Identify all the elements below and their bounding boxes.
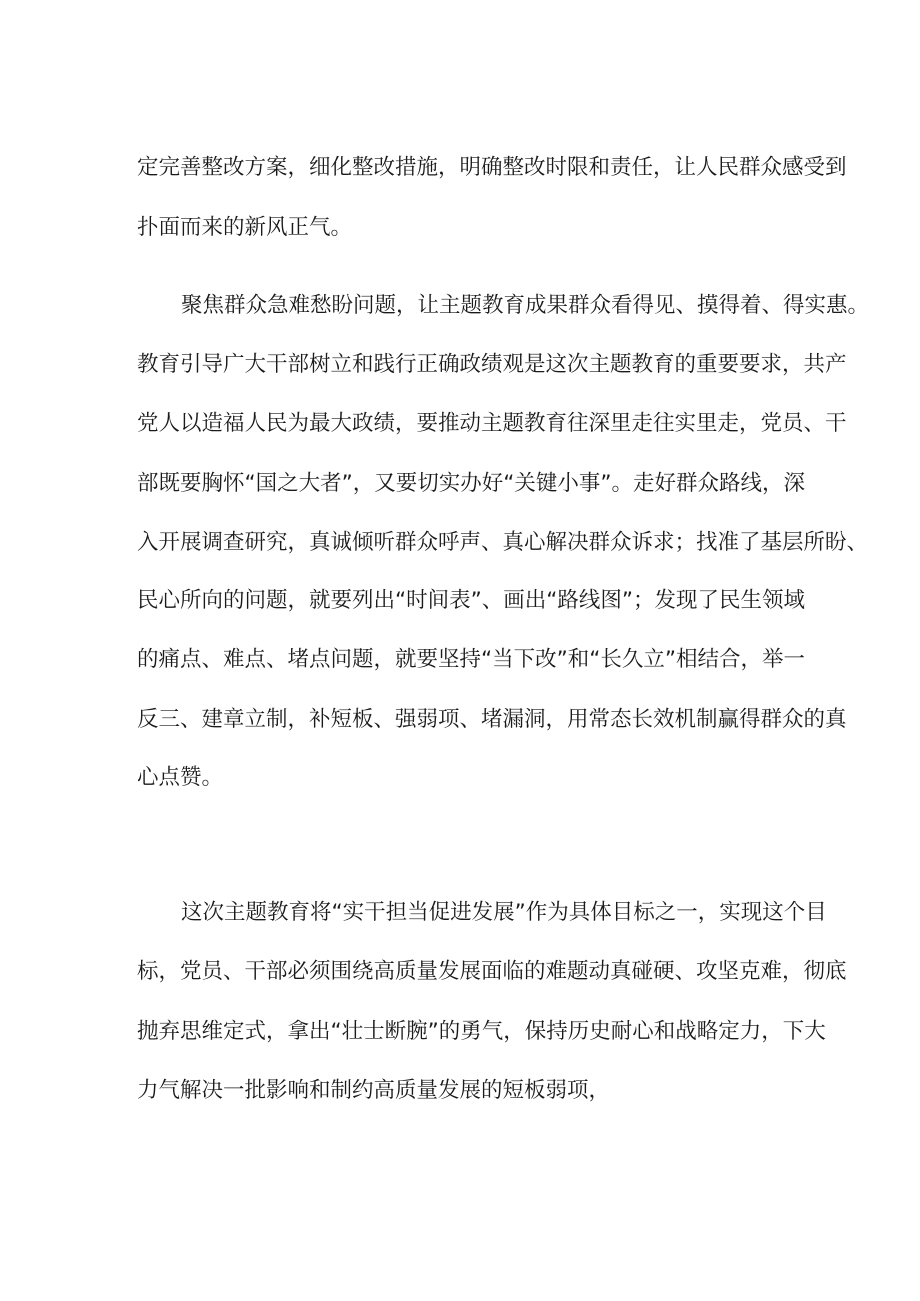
text-line: 心点赞。 xyxy=(137,765,224,790)
text-line: 教育引导广大干部树立和践行正确政绩观是这次主题教育的重要要求，共产 xyxy=(137,352,847,377)
text-line: 聚焦群众急难愁盼问题，让主题教育成果群众看得见、摸得着、得实惠。 xyxy=(181,293,870,318)
text-line: 扑面而来的新风正气。 xyxy=(137,215,353,240)
text-line: 定完善整改方案，细化整改措施，明确整改时限和责任，让人民群众感受到 xyxy=(137,155,847,180)
text-line: 部既要胸怀“国之大者”，又要切实办好“关键小事”。走好群众路线，深 xyxy=(137,471,806,496)
text-line: 抛弃思维定式，拿出“壮士断腕”的勇气，保持历史耐心和战略定力，下大 xyxy=(137,1019,826,1044)
text-line: 的痛点、难点、堵点问题，就要坚持“当下改”和“长久立”相结合，举一 xyxy=(137,647,806,672)
text-line: 民心所向的问题，就要列出“时间表”、画出“路线图”；发现了民生领域 xyxy=(137,588,806,613)
text-line: 入开展调查研究，真诚倾听群众呼声、真心解决群众诉求；找准了基层所盼、 xyxy=(137,530,869,555)
text-line: 力气解决一批影响和制约高质量发展的短板弱项， xyxy=(137,1078,611,1103)
text-line: 反三、建章立制，补短板、强弱项、堵漏洞，用常态长效机制赢得群众的真 xyxy=(137,707,847,732)
text-line: 这次主题教育将“实干担当促进发展”作为具体目标之一，实现这个目 xyxy=(181,900,827,925)
text-line: 标，党员、干部必须围绕高质量发展面临的难题动真碰硬、攻坚克难，彻底 xyxy=(137,959,847,984)
text-line: 党人以造福人民为最大政绩，要推动主题教育往深里走往实里走，党员、干 xyxy=(137,411,847,436)
